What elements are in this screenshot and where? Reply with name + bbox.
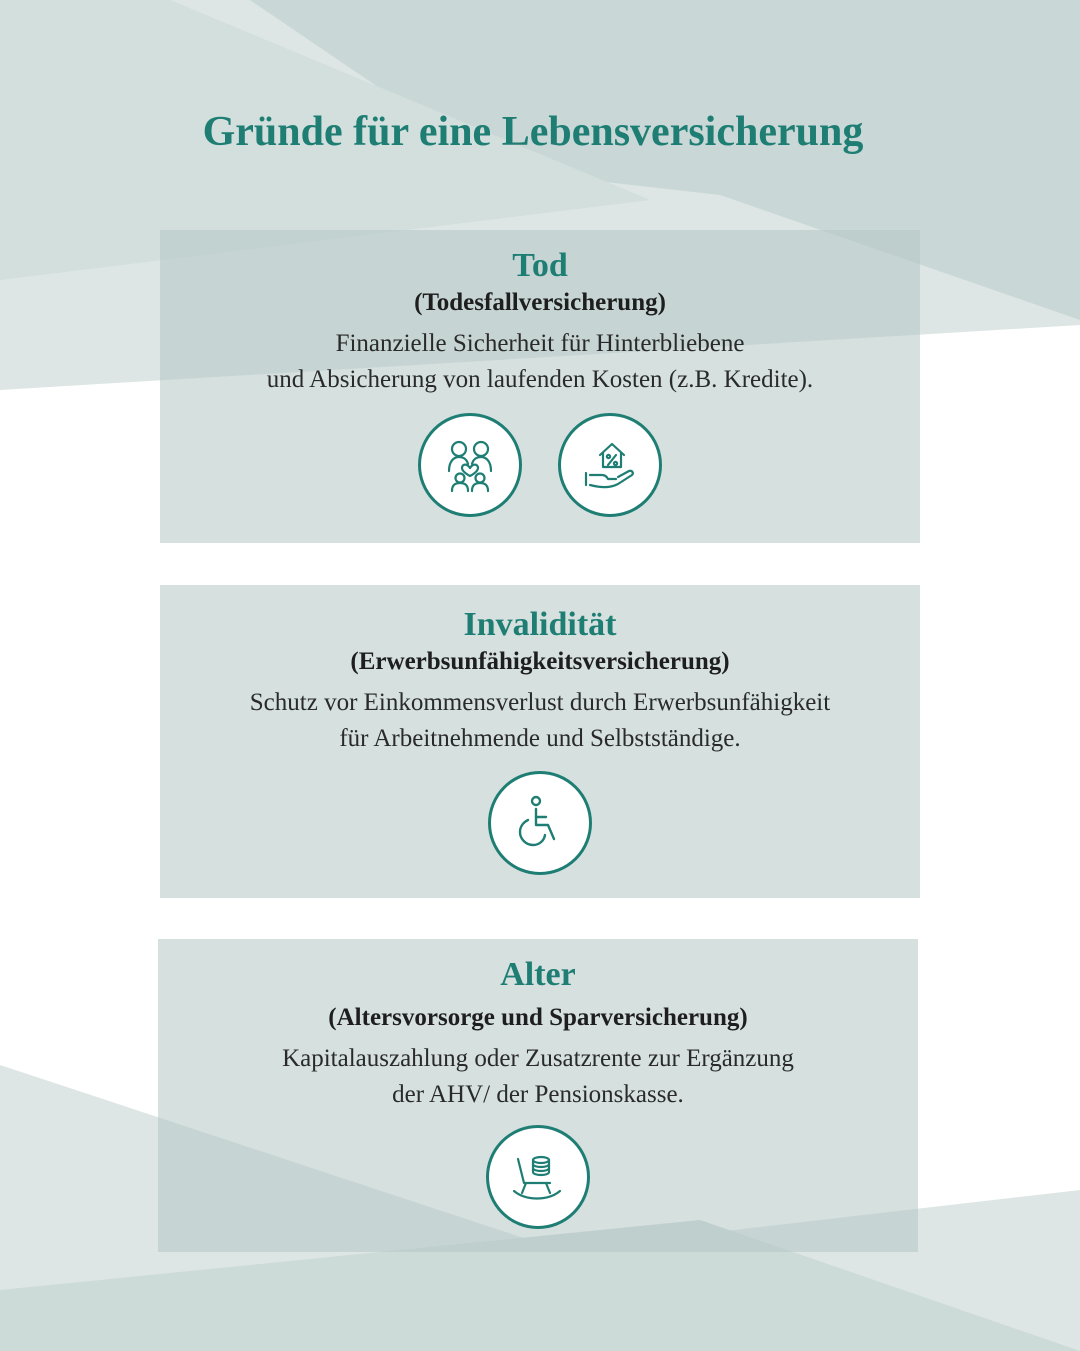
card-description-line: Schutz vor Einkommensverlust durch Erwerbsunfähigkeit (249, 689, 831, 716)
card-description-line: Finanzielle Sicherheit für Hinterbliebene (335, 330, 745, 357)
rocking-chair-coins-icon (486, 1125, 590, 1229)
card-description (158, 1041, 918, 1113)
card-description-line: für Arbeitnehmende und Selbstständige. (339, 725, 741, 752)
wheelchair-icon (488, 771, 592, 875)
card-description-line: Kapitalauszahlung oder Zusatzrente zur Ergänzung (282, 1045, 794, 1072)
card-description-line: und Absicherung von laufenden Kosten (z.B. Kredite). (266, 366, 814, 393)
card-description-line: der AHV/ der Pensionskasse. (392, 1081, 684, 1108)
card-death (160, 230, 920, 543)
card-description (160, 685, 920, 757)
house-percent-hand-icon (558, 413, 662, 517)
card-age (158, 939, 918, 1252)
card-subheading: (Todesfallversicherung) (414, 289, 666, 316)
page-title: Gründe für eine Lebensversicherung (202, 109, 864, 155)
card-heading: Alter (500, 956, 576, 993)
card-disability (160, 585, 920, 898)
card-subheading: (Erwerbsunfähigkeitsversicherung) (350, 648, 730, 675)
card-heading: Invalidität (463, 606, 617, 643)
card-heading: Tod (512, 247, 568, 284)
card-description (160, 326, 920, 398)
card-subheading: (Altersvorsorge und Sparversicherung) (328, 1004, 748, 1031)
family-icon (418, 413, 522, 517)
